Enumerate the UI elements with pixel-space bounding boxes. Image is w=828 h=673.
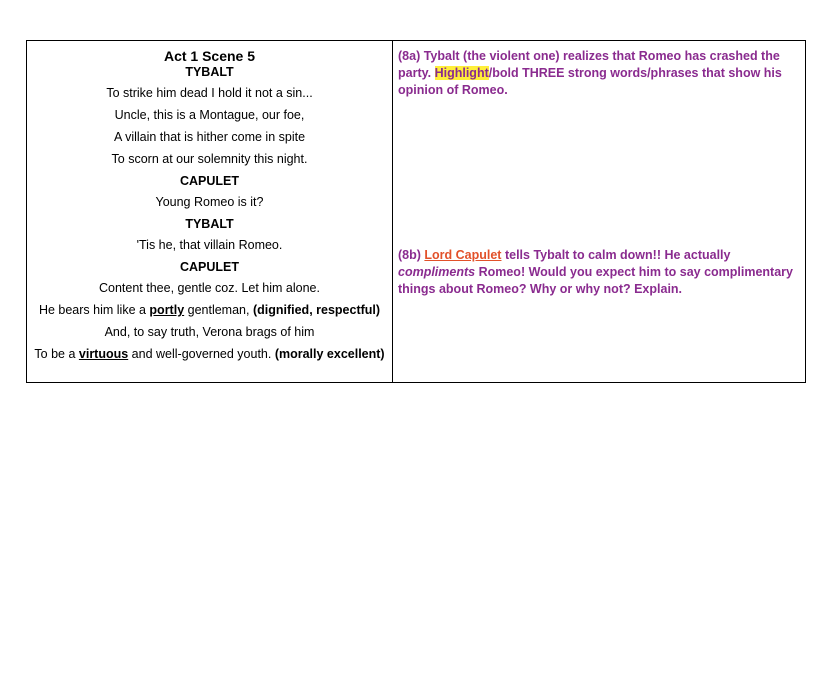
highlight-word: Highlight — [434, 66, 489, 80]
verse-line: Content thee, gentle coz. Let him alone. — [99, 281, 320, 295]
verse-text: gentleman, — [184, 303, 253, 317]
verse-line: 'Tis he, that villain Romeo. — [136, 238, 283, 252]
verse-line: Young Romeo is it? — [155, 195, 264, 209]
verse-line: And, to say truth, Verona brags of him — [104, 325, 315, 339]
speaker-tybalt: TYBALT — [185, 217, 234, 231]
lord-capulet-highlight: Lord Capulet — [424, 248, 502, 262]
questions-column — [393, 41, 805, 382]
vocab-word-portly: portly — [149, 303, 185, 317]
worksheet-table — [26, 40, 806, 383]
question-8b-text: (8b) — [398, 248, 425, 262]
question-8a-text: (8a) Tybalt (the violent one) realizes that Romeo has crashed the party. — [398, 49, 780, 80]
verse-line: Uncle, this is a Montague, our foe, — [114, 108, 305, 122]
scene-title: Act 1 Scene 5 — [163, 48, 256, 64]
compliments-word: compliments — [398, 265, 476, 279]
speaker-tybalt: TYBALT — [185, 65, 234, 79]
verse-line: To strike him dead I hold it not a sin... — [106, 86, 313, 100]
verse-line-portly — [27, 302, 392, 318]
script-column — [27, 41, 393, 382]
verse-line-virtuous — [27, 346, 392, 362]
question-8b-text: Romeo! Would you expect him to say complimentary things about Romeo? Why or why not? Explain. — [398, 265, 793, 296]
verse-line: To scorn at our solemnity this night. — [111, 152, 308, 166]
verse-text: and well-governed youth. — [128, 347, 275, 361]
gloss-virtuous: (morally excellent) — [274, 347, 385, 361]
vocab-word-virtuous: virtuous — [78, 347, 129, 361]
verse-text: To be a — [34, 347, 79, 361]
question-8b — [398, 247, 797, 298]
speaker-capulet: CAPULET — [179, 260, 240, 274]
verse-text: He bears him like a — [38, 303, 150, 317]
question-8b-text: tells Tybalt to calm down!! He actually — [501, 248, 731, 262]
question-8a-text: /bold THREE strong words/phrases that show his opinion of Romeo. — [398, 66, 782, 97]
gloss-portly: (dignified, respectful) — [252, 303, 381, 317]
verse-line: A villain that is hither come in spite — [113, 130, 306, 144]
speaker-capulet: CAPULET — [179, 174, 240, 188]
question-8a — [398, 48, 797, 99]
